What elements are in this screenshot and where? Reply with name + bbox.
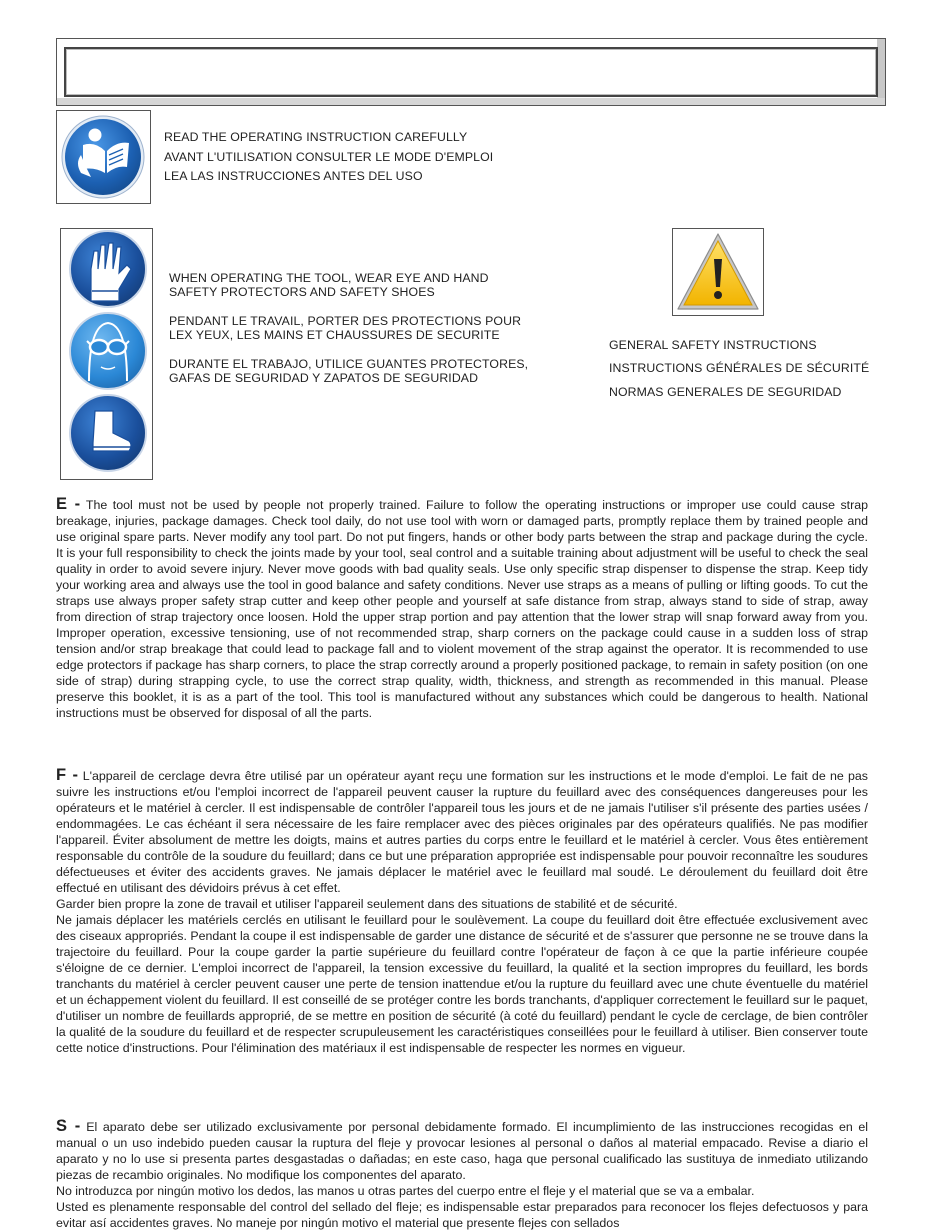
section-french [56,767,868,1056]
section-french-text-3: Ne jamais déplacer les matériels cerclés en utilisant le feuillard pour le soulèvement. La coupe du feuillard doit être effectuée exclusivement avec des ciseaux appropriés. Pendant la coupe il est indispensable de garder une distance de sécurité et de s'assurer que personne ne se trouve dans la trajectoire du feuillard. Pour la coupe garder la partie supérieure du feuillard contre l'opérateur de façon à ce que la partie inférieure coupée s'éloigne de ce dernier. L'emploi incorrect de l'appareil, la tension excessive du feuillard, la qualité et la section impropres du feuillard, les bords tranchants du matériel à cercler peuvent causer une perte de tension inattendue et/ou la rupture du feuillard avec une chute éventuelle du matériel et un échappement violent du feuillard. Il est conseillé de se protéger contre les bords tranchants, d'appliquer correctement le feuillard sur le paquet, d'utiliser un nombre de feuillards approprié, de se mettre en position de sécurité (à coté du feuillard) pendant le cycle de cerclage, de bien contrôler la qualité de la soudure du feuillard et de respecter scrupuleusement les caractéristiques conseillées pour le feuillard à utiliser. Bien conserver toute cette notice d'instructions. Pour l'élimination des matériaux il est indispensable de respecter les normes en vigueur. [56,913,868,1055]
ppe-notice-line-4: LEX YEUX, LES MAINS ET CHAUSSURES DE SECURITE [169,328,500,342]
ppe-notice-line-6: GAFAS DE SEGURIDAD Y ZAPATOS DE SEGURIDAD [169,371,479,385]
safety-boot-icon [70,395,146,471]
section-spanish-text-3: Usted es plenamente responsable del control del sellado del fleje; es indispensable estar preparados para reconocer los flejes defectuosos y para evitar así accidentes graves. No maneje por ningún motivo el material que presente flejes con sellados [56,1200,868,1230]
ppe-icons-frame [60,228,153,480]
section-english [56,496,868,721]
ppe-notice-line-5: DURANTE EL TRABAJO, UTILICE GUANTES PROTECTORES, [169,357,529,371]
section-english-text: The tool must not be used by people not properly trained. Failure to follow the operating instructions or improper use could cause strap breakage, injuries, package damages. Check tool daily, do not use tool with worn or damaged parts, promptly replace them by trained people and use original spare parts. Never modify any tool part. Do not put fingers, hands or other body parts between the strap and package during the cycle. It is your full responsibility to check the joints made by your tool, seal control and a suitable training about adjustment will be useful to check the seal quality in order to avoid severe injury. Never move goods with bad quality seals. Use only specific strap dispenser to dispense the strap. Keep tidy your working area and always use the tool in good balance and safety conditions. Never use straps as a means of pulling or lifting goods. To cut the straps use always proper safety strap cutter and keep other people and yourself at safe distance from strap, always stand to side of strap, away from direction of strap trajectory once loosen. Hold the upper strap portion and pay attention that the lower strap will snap forward away from you. Improper operation, excessive tensioning, use of not recommended strap, sharp corners on the package could cause in a sudden loss of strap tension and/or strap breakage that could lead to package fall and to violent movement of the strap against the operator. It is recommended to use edge protectors if package has sharp corners, to place the strap correctly around a properly positioned package, to remain in safety position (on one side of strap) during strapping cycle, to use the correct strap quality, width, thickness, and strength as recommended in this manual. Please preserve this booklet, it is as a part of the tool. This tool is manufactured without any substances which could be dangerous to health. National instructions must be observed for disposal of all the parts. [56,498,869,720]
read-manual-icon [57,111,150,203]
read-notice-line-3: LEA LAS INSTRUCCIONES ANTES DEL USO [164,169,423,183]
title-frame [56,38,886,106]
frame-bevel-bottom [57,98,885,105]
read-notice-line-1: READ THE OPERATING INSTRUCTION CAREFULLY [164,130,468,144]
title-frame-inner [64,47,878,97]
ppe-notice-line-3: PENDANT LE TRAVAIL, PORTER DES PROTECTIONS POUR [169,314,522,328]
section-french-text: L'appareil de cerclage devra être utilisé par un opérateur ayant reçu une formation sur les instructions et le mode d'emploi. Le fait de ne pas suivre les instructions et/ou l'emploi incorrect de l'appareil peuvent causer la rupture du feuillard avec des conséquences dangereuses pour les opérateurs et le matériel à cercler. Il est indispensable de contrôler l'appareil tous les jours et de ne jamais l'utiliser s'il présente des parties usées / endommagées. Le cas échéant il sera nécessaire de les faire remplacer avec des pièces originales par des opérateurs qualifiés. Ne pas modifier l'appareil. Éviter absolument de mettre les doigts, mains et autres parties du corps entre le feuillard et le matériel à cercler. Vous êtes entièrement responsable du contrôle de la soudure du feuillard; dans ce but une préparation appropriée est indispensable pour pouvoir reconnaître les soudures défectueuses et éviter des accidents graves. Ne jamais déplacer le matériel avec le feuillard mal soudé. Le déroulement du feuillard doit être effectué en utilisant des dévidoirs prévus à cet effet. [56,769,868,895]
section-spanish-text: El aparato debe ser utilizado exclusivamente por personal debidamente formado. El incumplimiento de las instrucciones recogidas en el manual o un uso indebido pueden causar la ruptura del fleje y provocar lesiones al personal o daños al material empacado. Revise a diario el aparato y no lo use si presenta partes desgastadas o dañadas; en este caso, haga que personal cualificado las sustituya de inmediato utilizando piezas de recambio originales. No modifique los componentes del aparato. [56,1120,869,1182]
frame-bevel-right [877,39,885,105]
ppe-notice-line-2: SAFETY PROTECTORS AND SAFETY SHOES [169,285,435,299]
section-french-lead: F - [56,766,79,784]
section-spanish [56,1118,868,1231]
ppe-icons [61,229,152,479]
section-spanish-lead: S - [56,1117,81,1135]
read-manual-icon-frame [56,110,151,204]
general-notice-line-1: GENERAL SAFETY INSTRUCTIONS [609,338,817,352]
section-english-lead: E - [56,495,81,513]
section-spanish-text-2: No introduzca por ningún motivo los dedos, las manos u otras partes del cuerpo entre el fleje y el material que se va a embalar. [56,1184,755,1198]
general-notice-line-3: NORMAS GENERALES DE SEGURIDAD [609,385,842,399]
gloves-icon [70,231,146,307]
general-notice-line-2: INSTRUCTIONS GÉNÉRALES DE SÉCURITÉ [609,361,870,375]
warning-icon-frame [672,228,764,316]
goggles-icon [70,313,146,389]
ppe-notice-line-1: WHEN OPERATING THE TOOL, WEAR EYE AND HAND [169,271,489,285]
read-notice-line-2: AVANT L'UTILISATION CONSULTER LE MODE D'EMPLOI [164,150,494,164]
section-french-text-2: Garder bien propre la zone de travail et utiliser l'appareil seulement dans des situations de stabilité et de sécurité. [56,897,678,911]
warning-icon [673,229,763,315]
